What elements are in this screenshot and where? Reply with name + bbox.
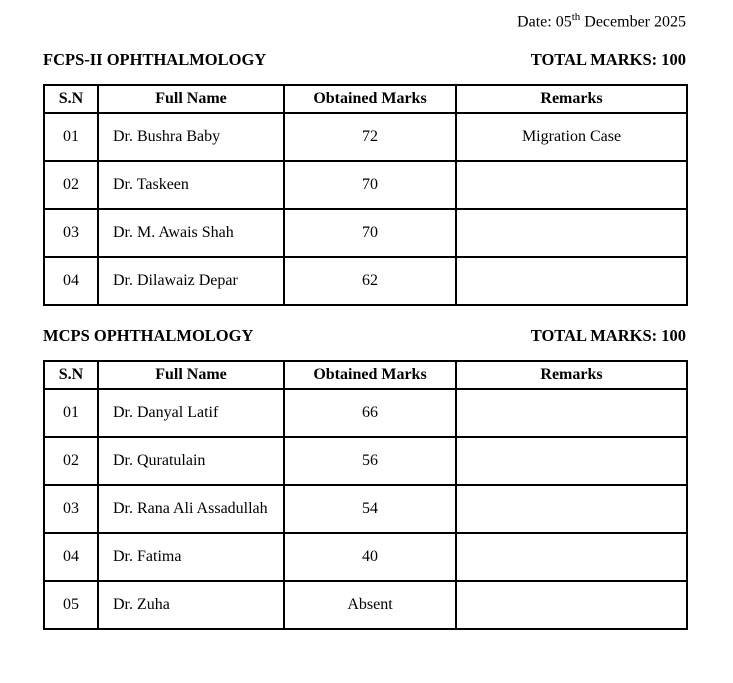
cell-name: Dr. Fatima xyxy=(98,533,284,581)
date-ordinal-superscript: th xyxy=(571,11,581,23)
cell-marks: 66 xyxy=(284,389,456,437)
column-header-full-name: Full Name xyxy=(98,361,284,389)
cell-marks: 70 xyxy=(284,161,456,209)
column-header-obtained-marks: Obtained Marks xyxy=(284,361,456,389)
cell-sn: 01 xyxy=(44,113,98,161)
table-row xyxy=(44,161,687,209)
cell-sn: 02 xyxy=(44,161,98,209)
cell-remarks xyxy=(456,437,687,485)
mcps-results-table xyxy=(43,360,688,630)
column-header-full-name: Full Name xyxy=(98,85,284,113)
column-header-remarks: Remarks xyxy=(456,361,687,389)
cell-remarks xyxy=(456,533,687,581)
cell-remarks xyxy=(456,209,687,257)
fcps-results-table xyxy=(43,84,688,306)
cell-marks: 54 xyxy=(284,485,456,533)
cell-sn: 03 xyxy=(44,209,98,257)
column-header-sn: S.N xyxy=(44,361,98,389)
section-title: MCPS OPHTHALMOLOGY xyxy=(43,326,254,346)
table-row xyxy=(44,437,687,485)
table-header-row xyxy=(44,361,687,389)
section-title: FCPS-II OPHTHALMOLOGY xyxy=(43,50,267,70)
cell-marks: 70 xyxy=(284,209,456,257)
table-header-row xyxy=(44,85,687,113)
date-suffix: December 2025 xyxy=(580,13,686,31)
cell-name: Dr. Rana Ali Assadullah xyxy=(98,485,284,533)
cell-name: Dr. Quratulain xyxy=(98,437,284,485)
cell-name: Dr. M. Awais Shah xyxy=(98,209,284,257)
cell-marks: Absent xyxy=(284,581,456,629)
cell-sn: 05 xyxy=(44,581,98,629)
cell-marks: 40 xyxy=(284,533,456,581)
cell-sn: 01 xyxy=(44,389,98,437)
date-line xyxy=(43,8,686,31)
cell-remarks xyxy=(456,485,687,533)
cell-remarks xyxy=(456,161,687,209)
section-header-mcps xyxy=(43,326,686,345)
date-prefix: Date: 05 xyxy=(517,13,572,31)
cell-name: Dr. Danyal Latif xyxy=(98,389,284,437)
table-row xyxy=(44,485,687,533)
cell-name: Dr. Taskeen xyxy=(98,161,284,209)
table-row xyxy=(44,581,687,629)
table-row xyxy=(44,533,687,581)
cell-marks: 62 xyxy=(284,257,456,305)
total-marks-label: TOTAL MARKS: 100 xyxy=(530,50,686,70)
cell-marks: 56 xyxy=(284,437,456,485)
column-header-sn: S.N xyxy=(44,85,98,113)
cell-sn: 03 xyxy=(44,485,98,533)
table-row xyxy=(44,113,687,161)
table-row xyxy=(44,389,687,437)
cell-name: Dr. Dilawaiz Depar xyxy=(98,257,284,305)
cell-marks: 72 xyxy=(284,113,456,161)
fcps-table-body xyxy=(44,113,687,305)
cell-sn: 04 xyxy=(44,533,98,581)
column-header-obtained-marks: Obtained Marks xyxy=(284,85,456,113)
cell-remarks: Migration Case xyxy=(456,113,687,161)
cell-sn: 04 xyxy=(44,257,98,305)
cell-name: Dr. Bushra Baby xyxy=(98,113,284,161)
cell-remarks xyxy=(456,257,687,305)
mcps-table-body xyxy=(44,389,687,629)
cell-name: Dr. Zuha xyxy=(98,581,284,629)
table-row xyxy=(44,257,687,305)
total-marks-label: TOTAL MARKS: 100 xyxy=(530,326,686,346)
cell-sn: 02 xyxy=(44,437,98,485)
column-header-remarks: Remarks xyxy=(456,85,687,113)
cell-remarks xyxy=(456,389,687,437)
cell-remarks xyxy=(456,581,687,629)
table-row xyxy=(44,209,687,257)
section-header-fcps xyxy=(43,50,686,69)
